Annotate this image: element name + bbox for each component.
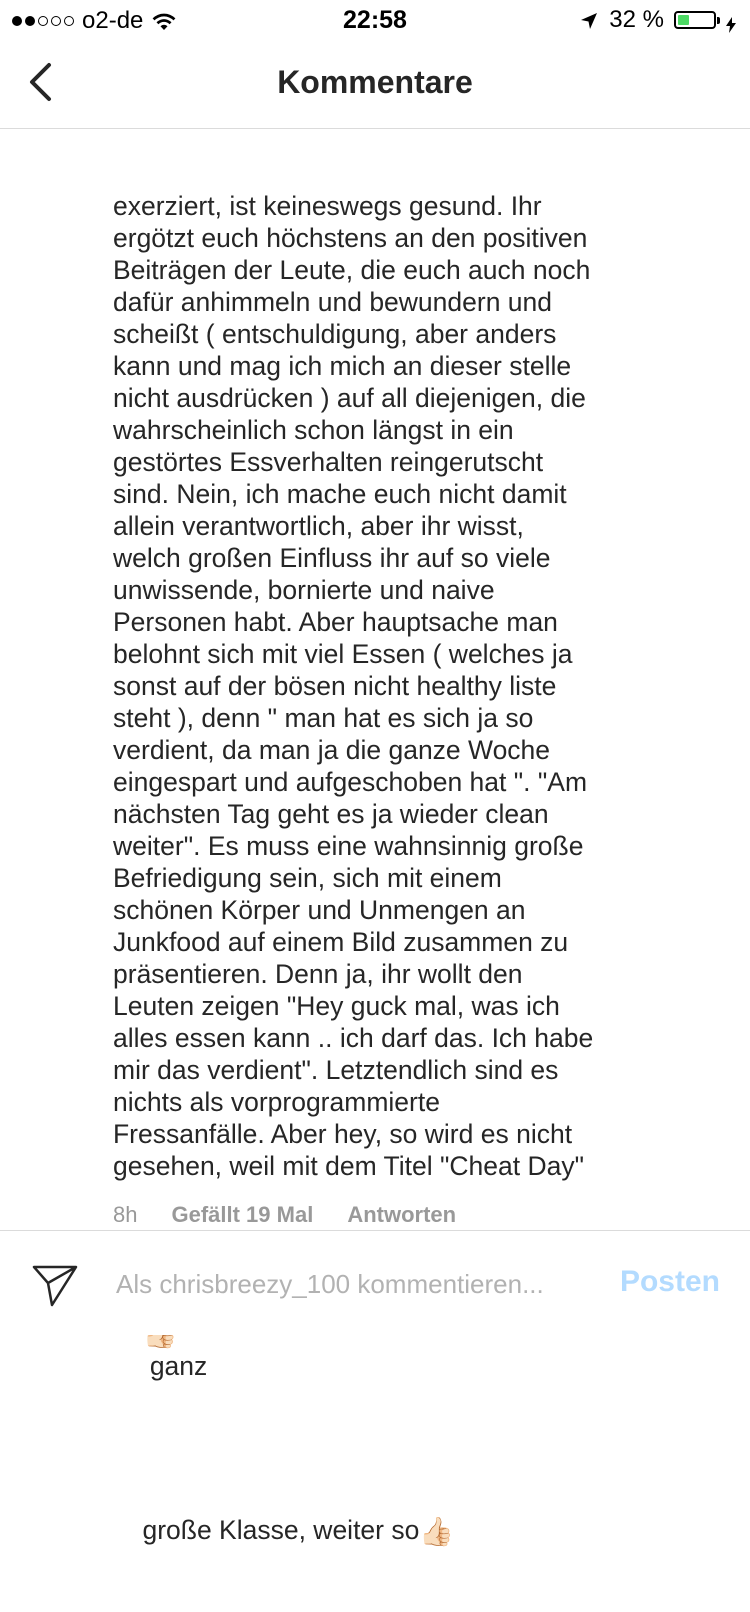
comment-text-segment: große Klasse, weiter so — [142, 1515, 420, 1545]
battery-level — [678, 15, 689, 25]
comment-line: ergötzt euch höchstens an den positiven — [113, 223, 588, 253]
comment-line: dafür anhimmeln und bewundern und — [113, 287, 553, 317]
comment-line: eingespart und aufgeschoben hat ". "Am — [113, 767, 588, 797]
page-title: Kommentare — [277, 64, 473, 100]
comment-line: alles essen kann .. ich darf das. Ich habe — [113, 1023, 594, 1053]
comment-line: Junkfood auf einem Bild zusammen zu — [113, 927, 569, 957]
comment-line: Beiträgen der Leute, die euch auch noch — [113, 255, 591, 285]
status-right — [579, 6, 736, 34]
comment-line: nichts als vorprogrammierte — [113, 1087, 440, 1117]
comment-line: gesehen, weil mit dem Titel "Cheat Day" — [113, 1151, 584, 1181]
charging-bolt-icon — [726, 12, 736, 28]
nav-bar — [0, 40, 750, 129]
carrier-name: o2-de — [82, 7, 144, 34]
comment-age: 8h — [113, 1202, 138, 1227]
comment-text — [113, 126, 713, 1612]
comment-meta — [113, 1202, 456, 1228]
paper-plane-icon[interactable] — [30, 1259, 80, 1309]
comment-line: nächsten Tag geht es ja wieder clean — [113, 799, 549, 829]
comment-lines — [113, 190, 713, 1182]
comment-line: mir das verdient". Letztendlich sind es — [113, 1055, 559, 1085]
post-button[interactable]: Posten — [619, 1265, 720, 1298]
status-bar — [0, 0, 750, 40]
comment-line: Leuten zeigen "Hey guck mal, was ich — [113, 991, 560, 1021]
comment-line: schönen Körper und Unmengen an — [113, 895, 526, 925]
battery-percent: 32 % — [609, 6, 664, 33]
comment-line: Fressanfälle. Aber hey, so wird es nicht — [113, 1119, 573, 1149]
likes-count-link[interactable]: Gefällt 19 Mal — [171, 1202, 314, 1227]
comment-line: welch großen Einfluss ihr auf so viele — [113, 543, 551, 573]
comment-line: sonst auf der bösen nicht healthy liste — [113, 671, 557, 701]
comment-line: allein verantwortlich, aber ihr wisst, — [113, 511, 524, 541]
comment-line: weiter". Es muss eine wahnsinnig große — [113, 831, 584, 861]
comment-line: kann und mag ich mich an dieser stelle — [113, 351, 572, 381]
reply-button[interactable]: Antworten — [347, 1202, 457, 1227]
comment-line: gestörtes Essverhalten reingerutscht — [113, 447, 544, 477]
comment-line — [113, 1482, 713, 1580]
thumbs-up-icon: 👍🏻 — [419, 1516, 455, 1547]
location-arrow-icon — [579, 10, 599, 30]
comment-line: exerziert, ist keineswegs gesund. Ihr — [113, 191, 542, 221]
comment-input[interactable] — [114, 1261, 598, 1307]
status-time: 22:58 — [343, 6, 407, 34]
comment-line: belohnt sich mit viel Essen ( welches ja — [113, 639, 573, 669]
comment-line: sind. Nein, ich mache euch nicht damit — [113, 479, 567, 509]
comment-line: Befriedigung sein, sich mit einem — [113, 863, 502, 893]
comment-text-segment: ganz — [142, 1351, 208, 1381]
comment-line: präsentieren. Denn ja, ihr wollt den — [113, 959, 523, 989]
comment-input-bar — [0, 1230, 750, 1335]
comment-line: steht ), denn " man hat es sich ja so — [113, 703, 534, 733]
comment-line: Personen habt. Aber hauptsache man — [113, 607, 558, 637]
battery-icon — [674, 11, 716, 29]
comment-line: unwissende, bornierte und naive — [113, 575, 495, 605]
comment-line: wahrscheinlich schon längst in ein — [113, 415, 514, 445]
comment-line: verdient, da man ja die ganze Woche — [113, 735, 551, 765]
comment-line: nicht ausdrücken ) auf all diejenigen, die — [113, 383, 586, 413]
comment-line: scheißt ( entschuldigung, aber anders — [113, 319, 557, 349]
